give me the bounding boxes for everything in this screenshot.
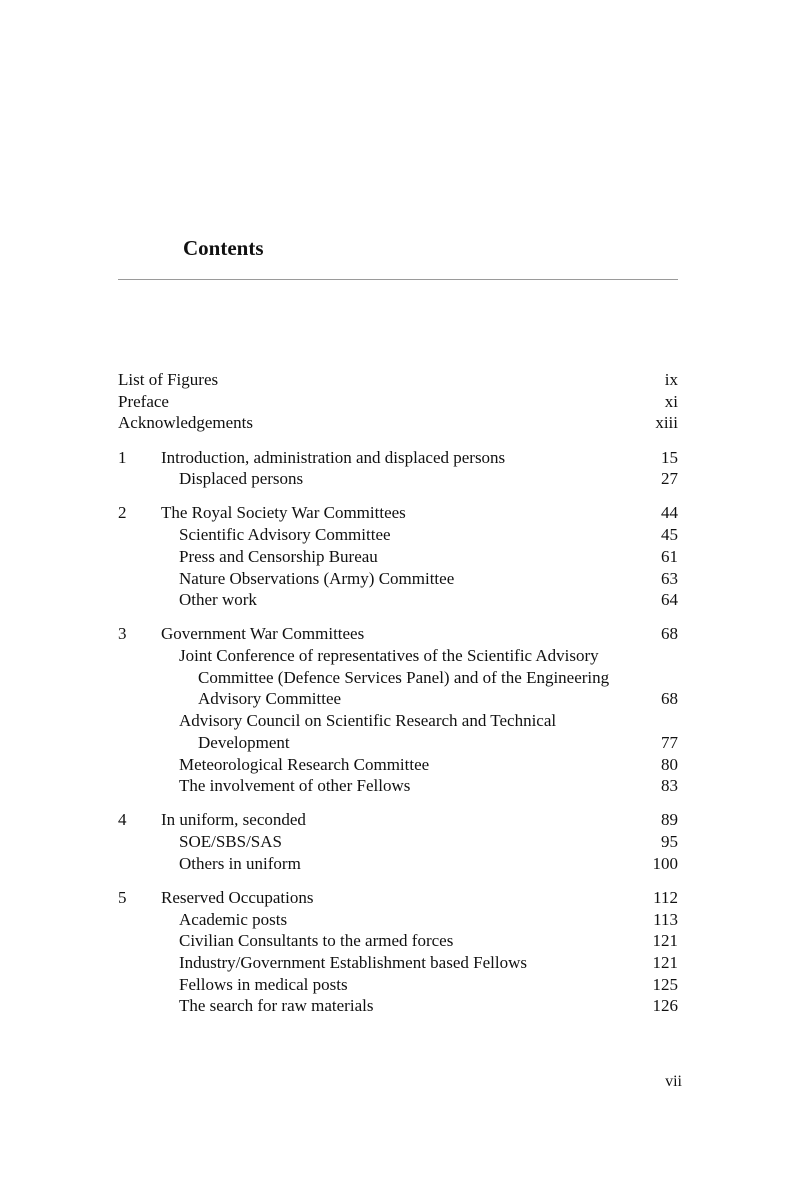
section-title: Press and Censorship Bureau [179,546,378,566]
section-title: Joint Conference of representatives of the Scientific Advisory [179,646,599,666]
section-title: Civilian Consultants to the armed forces [179,931,454,951]
toc-section-entry[interactable] [118,645,678,667]
toc-section-entry[interactable] [118,710,678,732]
toc-page-number: 44 [661,503,678,523]
toc-section-entry[interactable] [118,589,678,611]
toc-page-number: 83 [661,776,678,796]
toc-chapter-entry[interactable] [118,809,678,831]
toc-page-number: 112 [653,887,678,907]
toc-page-number: 68 [661,689,678,709]
toc-page-number: 80 [661,754,678,774]
section-title: Nature Observations (Army) Committee [179,568,455,588]
toc-page-number: 77 [661,732,678,752]
section-title: Meteorological Research Committee [179,754,430,774]
toc-page-number: xi [664,391,678,411]
section-title: The search for raw materials [179,996,374,1016]
section-title: Others in uniform [179,853,301,873]
toc-section-entry[interactable] [118,909,678,931]
section-title: Academic posts [179,909,288,929]
page-folio: vii [665,1073,682,1090]
section-title: SOE/SBS/SAS [179,832,282,852]
chapter-list [118,434,678,1017]
toc-section-entry[interactable] [118,974,678,996]
toc-section-entry[interactable] [118,754,678,776]
toc-chapter-entry[interactable] [118,447,678,469]
toc-section-entry[interactable] [118,667,678,689]
toc-chapter-entry[interactable] [118,887,678,909]
toc-page-number: 126 [652,996,678,1016]
toc-page-number: 27 [661,469,678,489]
section-title: Industry/Government Establishment based Fellows [179,953,527,972]
chapter-spacer [118,490,678,503]
section-title: Development [198,732,290,752]
toc-entry-title: Preface [118,391,169,411]
toc-section-entry[interactable] [118,524,678,546]
section-title: Advisory Council on Scientific Research and Technical [179,711,557,731]
section-title: Advisory Committee [198,689,342,709]
toc-section-entry[interactable] [118,930,678,952]
toc-front-entry[interactable] [118,369,678,391]
toc-page-number: 125 [652,974,678,994]
section-title: Displaced persons [179,469,304,489]
chapter-number: 5 [118,887,127,907]
toc-front-entry[interactable] [118,412,678,434]
toc-chapter-entry[interactable] [118,623,678,645]
toc-page-number: 89 [661,810,678,830]
toc-front-entry[interactable] [118,391,678,413]
toc-page-number: xiii [655,413,678,433]
toc-section-entry[interactable] [118,568,678,590]
toc-section-entry[interactable] [118,468,678,490]
toc-page-number: 121 [652,931,678,951]
table-of-contents [118,369,678,1017]
front-matter-list [118,369,678,434]
toc-section-entry[interactable] [118,732,678,754]
section-title: The involvement of other Fellows [179,776,411,796]
chapter-number: 3 [118,624,127,644]
toc-section-entry[interactable] [118,546,678,568]
toc-section-entry[interactable] [118,688,678,710]
title-rule [118,279,678,280]
toc-page-number: 63 [661,568,678,588]
toc-section-entry[interactable] [118,831,678,853]
chapter-title: Reserved Occupations [161,887,314,907]
toc-page-number: 100 [652,853,678,873]
section-title: Committee (Defence Services Panel) and of the Engineering [198,667,610,687]
toc-section-entry[interactable] [118,995,678,1017]
toc-entry-title: List of Figures [118,370,219,389]
toc-page-number: 95 [661,832,678,852]
section-title: Fellows in medical posts [179,974,348,994]
chapter-spacer [118,797,678,810]
toc-page-number: 64 [661,590,678,610]
chapter-title: Introduction, administration and displaced persons [161,447,506,467]
toc-page-number: 121 [652,953,678,972]
section-title: Other work [179,590,257,610]
chapter-spacer [118,874,678,887]
toc-page-number: 61 [661,546,678,566]
chapter-title: The Royal Society War Committees [161,503,406,523]
chapter-spacer [118,434,678,447]
toc-section-entry[interactable] [118,853,678,875]
chapter-spacer [118,611,678,624]
toc-page-number: 45 [661,525,678,545]
toc-page-number: 68 [661,624,678,644]
toc-section-entry[interactable] [118,952,678,974]
toc-page-number: 15 [661,447,678,467]
toc-section-entry[interactable] [118,775,678,797]
chapter-title: Government War Committees [161,624,365,644]
page-title: Contents [183,236,264,260]
chapter-number: 1 [118,447,127,467]
toc-page-number: 113 [653,909,678,929]
toc-page-number: ix [664,370,678,389]
section-title: Scientific Advisory Committee [179,525,391,545]
toc-chapter-entry[interactable] [118,502,678,524]
chapter-title: In uniform, seconded [161,810,306,830]
chapter-number: 2 [118,503,127,523]
chapter-number: 4 [118,810,127,830]
toc-entry-title: Acknowledgements [118,413,254,433]
